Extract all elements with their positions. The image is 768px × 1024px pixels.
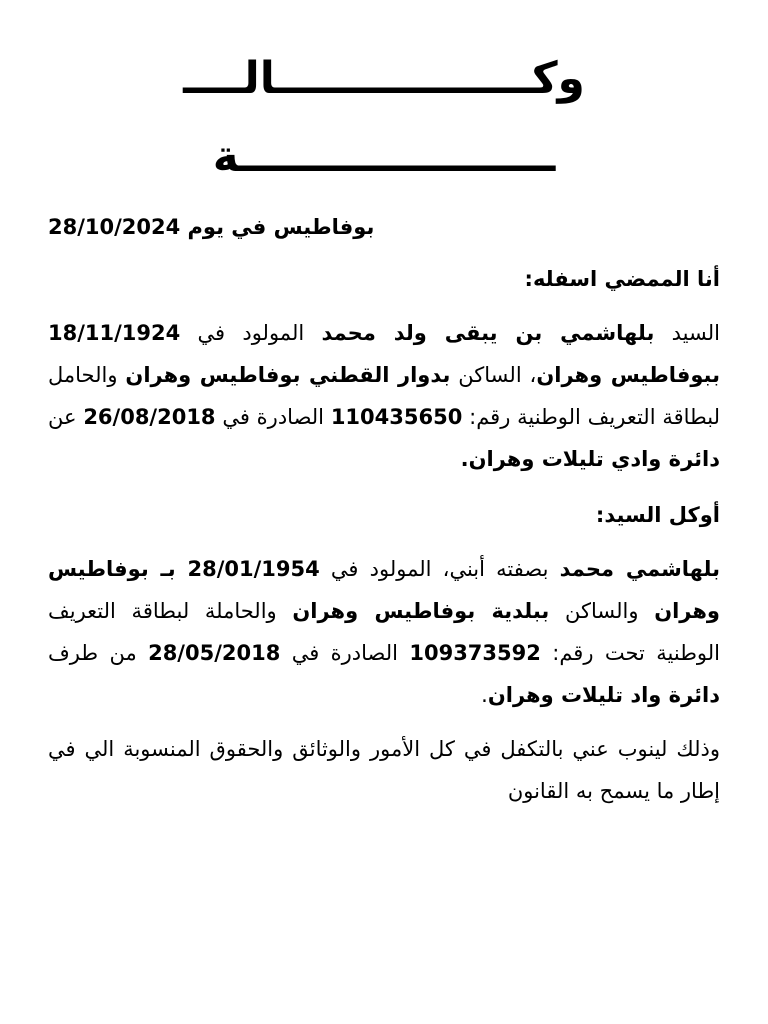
- agent-text-1: بصفته أبني، المولود في: [319, 557, 560, 581]
- place-date: [48, 210, 374, 244]
- place-date-prefix: بوفاطيس في يوم: [180, 215, 375, 239]
- place-date-line: [48, 210, 720, 244]
- principal-issuer: دائرة وادي تليلات وهران.: [460, 447, 720, 471]
- agent-id-number: 109373592: [409, 641, 541, 665]
- principal-text-1: السيد: [654, 321, 720, 345]
- agent-text-6: .: [481, 683, 488, 707]
- agent-heading: أوكل السيد:: [595, 503, 720, 527]
- principal-text-2: المولود في: [180, 321, 322, 345]
- document-title-line-2: ـــــــــــــــــــــة: [212, 131, 556, 182]
- principal-name: بلهاشمي بن يبقى ولد محمد: [321, 321, 655, 345]
- agent-text-5: من طرف: [48, 641, 149, 665]
- agent-text-2: والساكن: [549, 599, 655, 623]
- principal-text-3: ، الساكن: [450, 363, 537, 387]
- agent-birth: 28/01/1954 بـ بوفاطيس وهران: [48, 557, 720, 623]
- principal-birth: 18/11/1924 ببوفاطيس وهران: [48, 321, 720, 387]
- agent-name: بلهاشمي محمد: [559, 557, 721, 581]
- agent-residence: ببلدية بوفاطيس وهران: [292, 599, 550, 623]
- document-title-line-1: وكـــــــــــــــــالــــ: [183, 53, 585, 104]
- agent-text-3: والحاملة لبطاقة التعريف الوطنية تحت رقم:: [48, 599, 721, 665]
- principal-id-number: 110435650: [330, 405, 463, 429]
- signer-heading: أنا الممضي اسفله:: [524, 267, 720, 291]
- principal-text-4: والحامل لبطاقة التعريف الوطنية رقم:: [48, 363, 720, 429]
- agent-issuer: دائرة واد تليلات وهران: [487, 683, 720, 707]
- agent-text-4: الصادرة في: [280, 641, 410, 665]
- principal-residence: بدوار القطني بوفاطيس وهران: [125, 363, 451, 387]
- principal-text-6: عن: [48, 405, 84, 429]
- principal-text-5: الصادرة في: [215, 405, 331, 429]
- place-date-value: 28/10/2024: [48, 215, 181, 239]
- principal-paragraph: [48, 312, 720, 480]
- document-page: [48, 40, 720, 812]
- principal-issue-date: 26/08/2018: [83, 405, 216, 429]
- agent-issue-date: 28/05/2018: [148, 641, 281, 665]
- agent-paragraph: [48, 548, 720, 716]
- closing-paragraph: وذلك لينوب عني بالتكفل في كل الأمور والوثائق والحقوق المنسوبة الي في إطار ما يسمح به القانون: [48, 737, 720, 803]
